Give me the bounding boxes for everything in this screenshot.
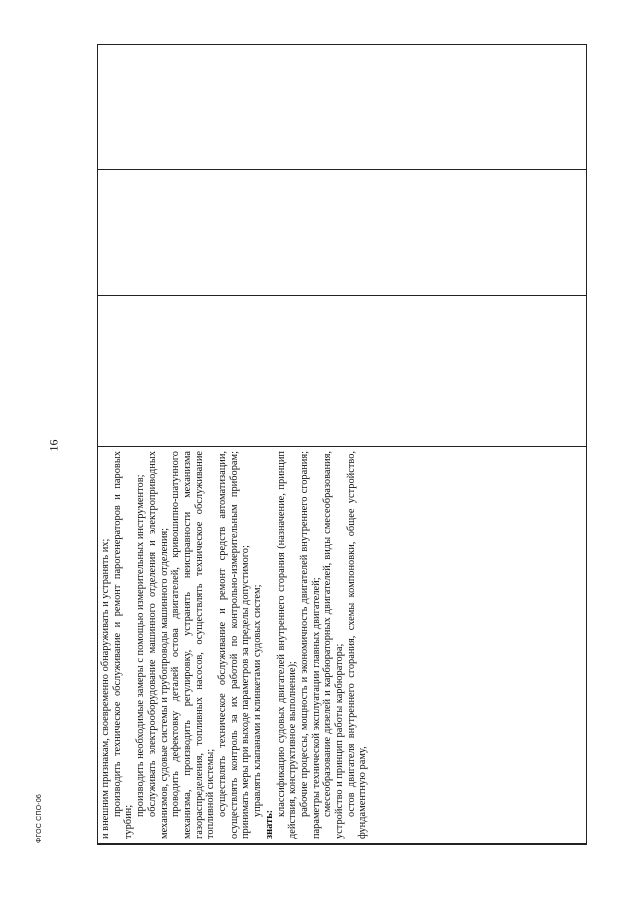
table-cell-empty-3 <box>98 45 587 171</box>
content-text <box>98 447 371 843</box>
content-paragraph: производить необходимые замеры с помощью измерительных инструментов; <box>135 474 147 817</box>
table-cell-empty-1 <box>98 296 587 447</box>
content-paragraph: смесеобразование дизелей и карбюраторных двигателей, виды смесеобразования, устройство и принцип работы карбюратора; <box>322 451 346 839</box>
content-paragraph: рабочие процессы, мощность и экономичность двигателей внутреннего сгорания; параметры технической эксплуатации главных двигателей; <box>298 451 322 839</box>
content-paragraph: остов двигателя внутреннего сгорания, схемы компоновки, общее устройство, фундаментную раму, <box>345 451 369 839</box>
competency-table <box>97 44 587 845</box>
content-paragraph: управлять клапанами и клинкетами судовых систем; <box>252 584 264 817</box>
table-cell-empty-2 <box>98 170 587 296</box>
content-paragraph: осуществлять техническое обслуживание и ремонт средств автоматизации, осуществлять контроль за их работой по контрольно-измерительным приборам; принимать меры при выходе параметров за пределы допустимого; <box>217 451 252 839</box>
table-cell-content <box>98 447 587 844</box>
content-paragraph: классификацию судовых двигателей внутреннего сгорания (назначение, принцип действия, конструктивное выполнение); <box>275 451 299 839</box>
document-footer: ФГОС СПО-06 <box>36 793 43 843</box>
content-paragraph: проводить дефектовку деталей остова двигателей, кривошипно-шатунного механизма, производить регулировку, устранять неисправности механизма газораспределения, топливных насосов, осуществлять техническое обслуживание топливной системы; <box>170 451 217 839</box>
table-row <box>98 45 587 845</box>
content-paragraph: обслуживать электрооборудование машинного отделения и электроприводных механизмов, судовые системы и трубопроводы машинного отделения; <box>146 451 170 839</box>
section-heading: знать: <box>263 809 275 839</box>
content-paragraph: производить техническое обслуживание и ремонт парогенераторов и паровых турбин; <box>111 451 135 839</box>
content-paragraph: и внешним признакам, своевременно обнаруживать и устранять их; <box>100 538 111 839</box>
page-number: 16 <box>46 439 61 452</box>
table-cell-index <box>98 844 587 845</box>
